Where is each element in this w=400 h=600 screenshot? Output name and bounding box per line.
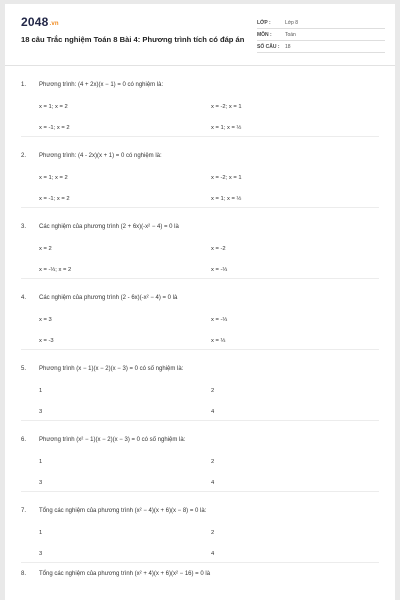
question-text: Phương trình: (4 - 2x)(x + 1) = 0 có nghiệm là:: [39, 153, 162, 159]
question-number: 4.: [21, 295, 27, 301]
meta-value: Toán: [285, 32, 296, 38]
option-a[interactable]: 1: [39, 388, 43, 394]
question-stem: [21, 437, 185, 443]
option-a[interactable]: x = 3: [39, 317, 52, 323]
document-title: 18 câu Trắc nghiệm Toán 8 Bài 4: Phương trình tích có đáp án: [21, 35, 245, 44]
question-stem: [21, 82, 163, 88]
option-c[interactable]: x = -1; x = 2: [39, 125, 70, 131]
question-1: [21, 66, 379, 137]
option-b[interactable]: x = -⅓: [211, 317, 228, 323]
meta-label: MÔN :: [257, 32, 272, 38]
meta-value: 18: [285, 44, 291, 50]
question-number: 3.: [21, 224, 27, 230]
option-b[interactable]: x = -2; x = 1: [211, 175, 242, 181]
option-c[interactable]: x = -1; x = 2: [39, 196, 70, 202]
option-b[interactable]: x = -2; x = 1: [211, 104, 242, 110]
option-b[interactable]: 2: [211, 530, 215, 536]
question-text: Tổng các nghiệm của phương trình (x² + 4)(x + 6)(x² − 16) = 0 là: [39, 571, 211, 577]
question-text: Các nghiệm của phương trình (2 - 6x)(-x² − 4) = 0 là: [39, 295, 178, 301]
question-stem: [21, 571, 210, 577]
document-header: [5, 4, 395, 66]
meta-value: Lớp 8: [285, 20, 299, 26]
option-b[interactable]: 2: [211, 459, 215, 465]
option-d[interactable]: 4: [211, 480, 215, 486]
meta-label: SỐ CÂU :: [257, 44, 280, 50]
question-5: [21, 350, 379, 421]
question-4: [21, 279, 379, 350]
option-d[interactable]: x = ⅓: [211, 338, 226, 344]
question-number: 6.: [21, 437, 27, 443]
option-c[interactable]: x = -⅓; x = 2: [39, 267, 72, 273]
option-a[interactable]: 1: [39, 530, 43, 536]
question-number: 7.: [21, 508, 27, 514]
option-c[interactable]: 3: [39, 551, 43, 557]
option-a[interactable]: x = 1; x = 2: [39, 175, 68, 181]
question-number: 2.: [21, 153, 27, 159]
option-a[interactable]: x = 2: [39, 246, 52, 252]
meta-row-subject: [257, 30, 385, 41]
question-number: 1.: [21, 82, 27, 88]
question-text: Tổng các nghiệm của phương trình (x² − 4)(x + 6)(x − 8) = 0 là:: [39, 508, 207, 514]
question-stem: [21, 508, 206, 514]
option-b[interactable]: 2: [211, 388, 215, 394]
option-c[interactable]: 3: [39, 409, 43, 415]
option-a[interactable]: 1: [39, 459, 43, 465]
question-3: [21, 208, 379, 279]
question-stem: [21, 153, 162, 159]
option-d[interactable]: x = -⅓: [211, 267, 228, 273]
question-2: [21, 137, 379, 208]
document-meta: [257, 18, 385, 54]
meta-label: LỚP :: [257, 20, 271, 26]
brand-suffix: .vn: [49, 21, 59, 27]
question-text: Các nghiệm của phương trình (2 + 6x)(-x² − 4) = 0 là: [39, 224, 179, 230]
question-number: 5.: [21, 366, 27, 372]
meta-row-count: [257, 42, 385, 53]
question-stem: [21, 366, 183, 372]
option-d[interactable]: x = 1; x = ½: [211, 125, 242, 131]
question-stem: [21, 224, 179, 230]
brand-logo[interactable]: [21, 15, 59, 29]
question-text: Phương trình (x − 1)(x − 2)(x − 3) = 0 có số nghiệm là:: [39, 366, 184, 372]
question-number: 8.: [21, 571, 27, 577]
question-6: [21, 421, 379, 492]
brand-name: 2048: [21, 15, 49, 29]
meta-row-class: [257, 18, 385, 29]
document-page: [5, 4, 395, 600]
question-stem: [21, 295, 177, 301]
option-b[interactable]: x = -2: [211, 246, 226, 252]
question-text: Phương trình (x² − 1)(x − 2)(x − 3) = 0 có số nghiệm là:: [39, 437, 186, 443]
question-8: [21, 563, 379, 583]
option-c[interactable]: 3: [39, 480, 43, 486]
option-d[interactable]: 4: [211, 551, 215, 557]
option-d[interactable]: x = 1; x = ½: [211, 196, 242, 202]
option-d[interactable]: 4: [211, 409, 215, 415]
option-a[interactable]: x = 1; x = 2: [39, 104, 68, 110]
question-7: [21, 492, 379, 563]
question-text: Phương trình: (4 + 2x)(x − 1) = 0 có nghiệm là:: [39, 82, 164, 88]
option-c[interactable]: x = -3: [39, 338, 54, 344]
